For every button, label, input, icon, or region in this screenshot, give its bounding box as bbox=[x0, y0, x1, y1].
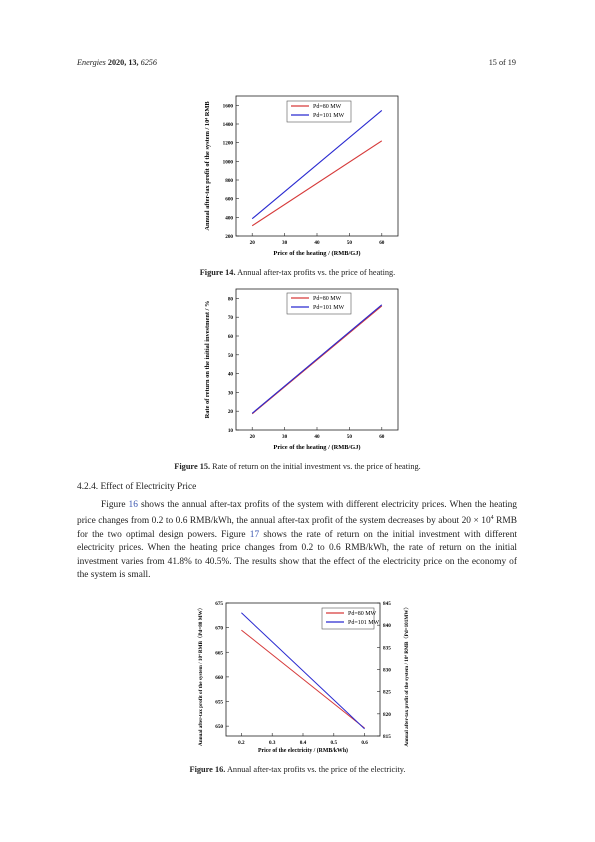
y-tick-label: 50 bbox=[227, 352, 233, 359]
y-left-tick-label: 650 bbox=[215, 724, 223, 731]
y-right-tick-label: 845 bbox=[383, 601, 391, 607]
superscript: 4 bbox=[490, 515, 494, 522]
x-tick-label: 60 bbox=[379, 240, 385, 246]
y-right-tick-label: 820 bbox=[383, 711, 391, 718]
y-left-axis-label: Annual after-tax profit of the system / 10⁴ RMB（Pd=80 MW） bbox=[198, 605, 204, 746]
y-axis-label: Annual after-tax profit of the system / 10⁴ RMB bbox=[204, 101, 211, 231]
section-heading: 4.2.4. Effect of Electricity Price bbox=[77, 482, 197, 492]
figure-ref-link[interactable]: 17 bbox=[249, 529, 260, 540]
legend-label: Pd=80 MW bbox=[313, 296, 342, 303]
figure-ref-link[interactable]: 16 bbox=[128, 500, 138, 510]
y-tick-label: 1600 bbox=[222, 103, 233, 110]
series-line-pd80 bbox=[241, 630, 364, 728]
y-right-tick-label: 830 bbox=[383, 667, 391, 674]
y-tick-label: 1400 bbox=[222, 122, 233, 128]
y-right-tick-label: 835 bbox=[383, 645, 391, 652]
y-tick-label: 400 bbox=[225, 215, 233, 222]
paragraph-text: Figure bbox=[101, 500, 129, 510]
y-left-tick-label: 675 bbox=[215, 601, 223, 607]
y-left-tick-label: 665 bbox=[215, 650, 223, 657]
paragraph-text: RMB for the two optimal design powers. Figure bbox=[77, 516, 517, 540]
y-left-tick-label: 670 bbox=[215, 625, 223, 632]
y-tick-label: 200 bbox=[225, 234, 233, 240]
x-tick-label: 30 bbox=[282, 240, 288, 246]
legend-label: Pd=80 MW bbox=[348, 611, 377, 618]
legend-label: Pd=80 MW bbox=[313, 104, 342, 111]
y-tick-label: 1000 bbox=[222, 159, 233, 166]
y-right-tick-label: 840 bbox=[383, 623, 391, 630]
y-right-tick-label: 825 bbox=[383, 689, 391, 696]
figure-15-caption: Figure 15. Rate of return on the initial investment vs. the price of heating. bbox=[174, 462, 421, 471]
x-axis-label: Price of the heating / (RMB/GJ) bbox=[273, 250, 361, 257]
legend-label: Pd=101 MW bbox=[313, 113, 345, 120]
y-tick-label: 70 bbox=[227, 315, 233, 322]
x-tick-label: 30 bbox=[282, 434, 288, 440]
x-tick-label: 0.5 bbox=[330, 740, 338, 746]
x-tick-label: 50 bbox=[346, 240, 352, 246]
x-axis-label: Price of the electricity / (RMB/kWh) bbox=[258, 748, 348, 754]
x-tick-label: 0.6 bbox=[361, 740, 368, 746]
x-tick-label: 50 bbox=[346, 434, 352, 440]
y-left-tick-label: 655 bbox=[215, 699, 223, 706]
x-tick-label: 60 bbox=[379, 434, 385, 440]
x-tick-label: 40 bbox=[314, 434, 320, 440]
legend-label: Pd=101 MW bbox=[313, 305, 345, 312]
x-tick-label: 40 bbox=[314, 240, 320, 246]
y-axis-label: Rate of return on the initial investment / % bbox=[204, 300, 211, 419]
y-tick-label: 1200 bbox=[222, 140, 233, 147]
y-tick-label: 10 bbox=[227, 428, 233, 434]
y-left-tick-label: 660 bbox=[215, 674, 223, 681]
x-tick-label: 0.2 bbox=[238, 740, 245, 746]
y-right-tick-label: 815 bbox=[383, 734, 391, 740]
y-tick-label: 30 bbox=[227, 390, 233, 397]
y-tick-label: 80 bbox=[227, 296, 233, 303]
y-tick-label: 40 bbox=[227, 371, 233, 378]
page-number: 15 of 19 bbox=[488, 58, 516, 67]
x-tick-label: 0.4 bbox=[299, 740, 307, 746]
x-tick-label: 0.3 bbox=[268, 740, 276, 746]
legend-label: Pd=101 MW bbox=[348, 620, 380, 627]
series-line-pd101 bbox=[241, 613, 364, 729]
y-tick-label: 800 bbox=[225, 178, 233, 184]
y-tick-label: 20 bbox=[227, 409, 233, 416]
paragraph-text: shows the rate of return on the initial investment with different electricity prices. When the heating price changes from 0.2 to 0.6 RMB/kWh, the rate of return on the initial investment varies from 41.8% to 40.5%. The results show that the effect of the electricity price on the economy of the system is small. bbox=[77, 529, 518, 581]
figure-14-caption: Figure 14. Annual after-tax profits vs. the price of heating. bbox=[199, 268, 396, 277]
x-tick-label: 20 bbox=[249, 240, 255, 246]
y-tick-label: 60 bbox=[227, 334, 233, 340]
x-axis-label: Price of the heating / (RMB/GJ) bbox=[273, 444, 361, 451]
journal-citation: Energies 2020, 13, 6256 bbox=[77, 58, 157, 67]
paragraph-text: shows the annual after-tax profits of the system with different electricity prices. When the heating price changes from 0.2 to 0.6 RMB/kWh, the annual after-tax profit of the system decreases by about 20 × 10 bbox=[77, 500, 517, 527]
y-tick-label: 600 bbox=[225, 196, 233, 203]
y-right-axis-label: Annual after-tax profit of the system / 10⁴ RMB（Pd=101MW） bbox=[404, 604, 410, 747]
x-tick-label: 20 bbox=[249, 434, 255, 440]
figure-16-caption: Figure 16. Annual after-tax profits vs. the price of the electricity. bbox=[189, 765, 406, 774]
